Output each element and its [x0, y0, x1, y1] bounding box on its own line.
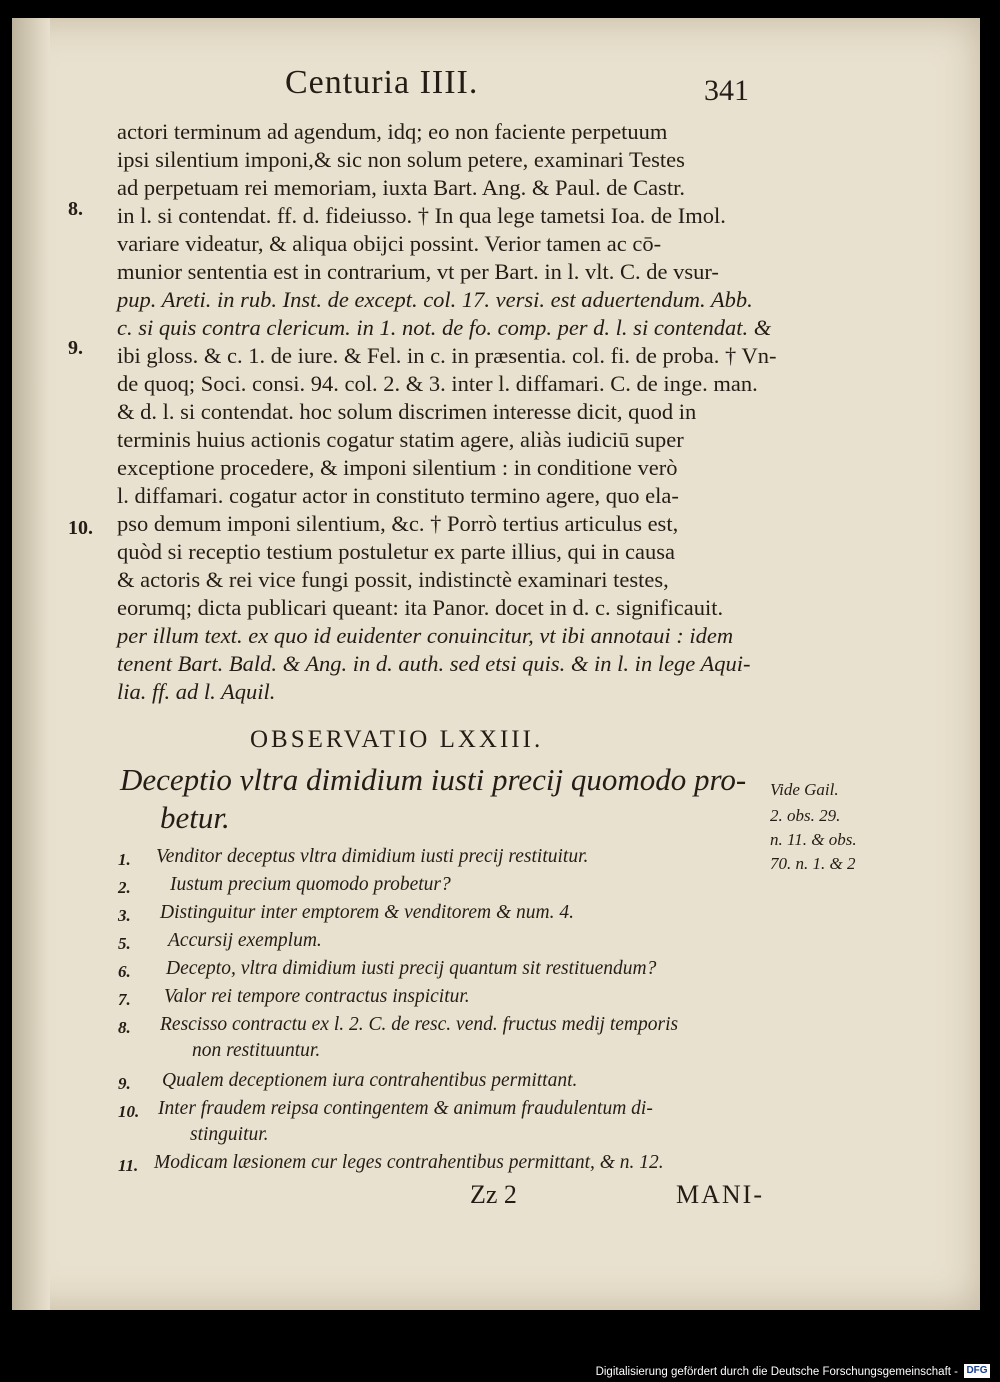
- summary-number: 9.: [118, 1074, 131, 1093]
- summary-item: Accursij exemplum.: [168, 930, 322, 951]
- summary-item: Rescisso contractu ex l. 2. C. de resc. vend. fructus medij temporis: [160, 1014, 679, 1035]
- summary-item: Iustum precium quomodo probetur?: [170, 874, 451, 895]
- body-line: de quoq; Soci. consi. 94. col. 2. & 3. inter l. diffamari. C. de inge. man.: [117, 371, 758, 396]
- body-line: & d. l. si contendat. hoc solum discrimen interesse dicit, quod in: [117, 399, 697, 424]
- summary-item: Inter fraudem reipsa contingentem & animum fraudulentum di-: [158, 1098, 653, 1119]
- body-line: tenent Bart. Bald. & Ang. in d. auth. sed etsi quis. & in l. in lege Aqui-: [117, 651, 751, 676]
- page-number: 341: [704, 74, 749, 107]
- body-line: & actoris & rei vice fungi possit, indistinctè examinari testes,: [117, 567, 669, 592]
- body-line: terminis huius actionis cogatur statim agere, aliàs iudiciū super: [117, 427, 684, 452]
- summary-item: Venditor deceptus vltra dimidium iusti precij restituitur.: [156, 846, 589, 867]
- body-line: pup. Areti. in rub. Inst. de except. col. 17. versi. est aduertendum. Abb.: [117, 287, 753, 312]
- summary-number: 1.: [118, 850, 131, 869]
- summary-number: 8.: [118, 1018, 131, 1037]
- margin-number: 9.: [68, 337, 83, 359]
- body-line: ibi gloss. & c. 1. de iure. & Fel. in c. in præsentia. col. fi. de proba. † Vn-: [117, 343, 777, 368]
- side-note: 70. n. 1. & 2: [770, 854, 856, 873]
- margin-number: 8.: [68, 198, 83, 220]
- body-line: ad perpetuam rei memoriam, iuxta Bart. Ang. & Paul. de Castr.: [117, 175, 685, 200]
- body-line: munior sententia est in contrarium, vt per Bart. in l. vlt. C. de vsur-: [117, 259, 719, 284]
- summary-item-cont: stinguitur.: [190, 1124, 269, 1145]
- body-line: exceptione procedere, & imponi silentium : in conditione verò: [117, 455, 678, 480]
- side-note: Vide Gail.: [770, 780, 839, 799]
- body-line: pso demum imponi silentium, &c. † Porrò tertius articulus est,: [117, 511, 679, 536]
- summary-item: Modicam læsionem cur leges contrahentibus permittant, & n. 12.: [154, 1152, 664, 1173]
- margin-number: 10.: [68, 517, 93, 539]
- body-line: actori terminum ad agendum, idq; eo non faciente perpetuum: [117, 119, 668, 144]
- summary-item: Valor rei tempore contractus inspicitur.: [164, 986, 470, 1007]
- body-line: ipsi silentium imponi,& sic non solum petere, examinari Testes: [117, 147, 685, 172]
- summary-item: Distinguitur inter emptorem & venditorem & num. 4.: [160, 902, 574, 923]
- signature-mark: Zz 2: [470, 1180, 517, 1209]
- section-heading: OBSERVATIO LXXIII.: [250, 726, 544, 753]
- body-line: c. si quis contra clericum. in 1. not. de fo. comp. per d. l. si contendat. &: [117, 315, 772, 340]
- body-line: variare videatur, & aliqua obijci possint. Verior tamen ac cō-: [117, 231, 662, 256]
- summary-number: 6.: [118, 962, 131, 981]
- summary-item: Decepto, vltra dimidium iusti precij quantum sit restituendum?: [166, 958, 657, 979]
- body-line: per illum text. ex quo id euidenter conuincitur, vt ibi annotaui : idem: [117, 623, 734, 648]
- body-line: in l. si contendat. ff. d. fideiusso. † In qua lege tametsi Ioa. de Imol.: [117, 203, 726, 228]
- summary-number: 5.: [118, 934, 131, 953]
- footer-credit: Digitalisierung gefördert durch die Deutsche Forschungsgemeinschaft -: [595, 1366, 958, 1378]
- summary-number: 10.: [118, 1102, 140, 1121]
- summary-number: 3.: [118, 906, 131, 925]
- side-note: 2. obs. 29.: [770, 806, 841, 825]
- running-header: Centuria IIII.: [285, 64, 479, 101]
- summary-number: 11.: [118, 1156, 139, 1175]
- summary-number: 7.: [118, 990, 131, 1009]
- body-line: lia. ff. ad l. Aquil.: [117, 679, 276, 704]
- summary-item: Qualem deceptionem iura contrahentibus permittant.: [162, 1070, 578, 1091]
- summary-item-cont: non restituuntur.: [192, 1040, 321, 1061]
- summary-number: 2.: [118, 878, 131, 897]
- dfg-logo-icon: DFG: [964, 1364, 990, 1378]
- section-title: betur.: [160, 800, 230, 835]
- side-note: n. 11. & obs.: [770, 830, 857, 849]
- body-line: quòd si receptio testium postuletur ex parte illius, qui in causa: [117, 539, 676, 564]
- section-title: Deceptio vltra dimidium iusti precij quomodo pro-: [120, 762, 747, 797]
- body-line: eorumq; dicta publicari queant: ita Panor. docet in d. c. significauit.: [117, 595, 724, 620]
- body-line: l. diffamari. cogatur actor in constituto termino agere, quo ela-: [117, 483, 679, 508]
- catchword: MANI-: [676, 1180, 764, 1209]
